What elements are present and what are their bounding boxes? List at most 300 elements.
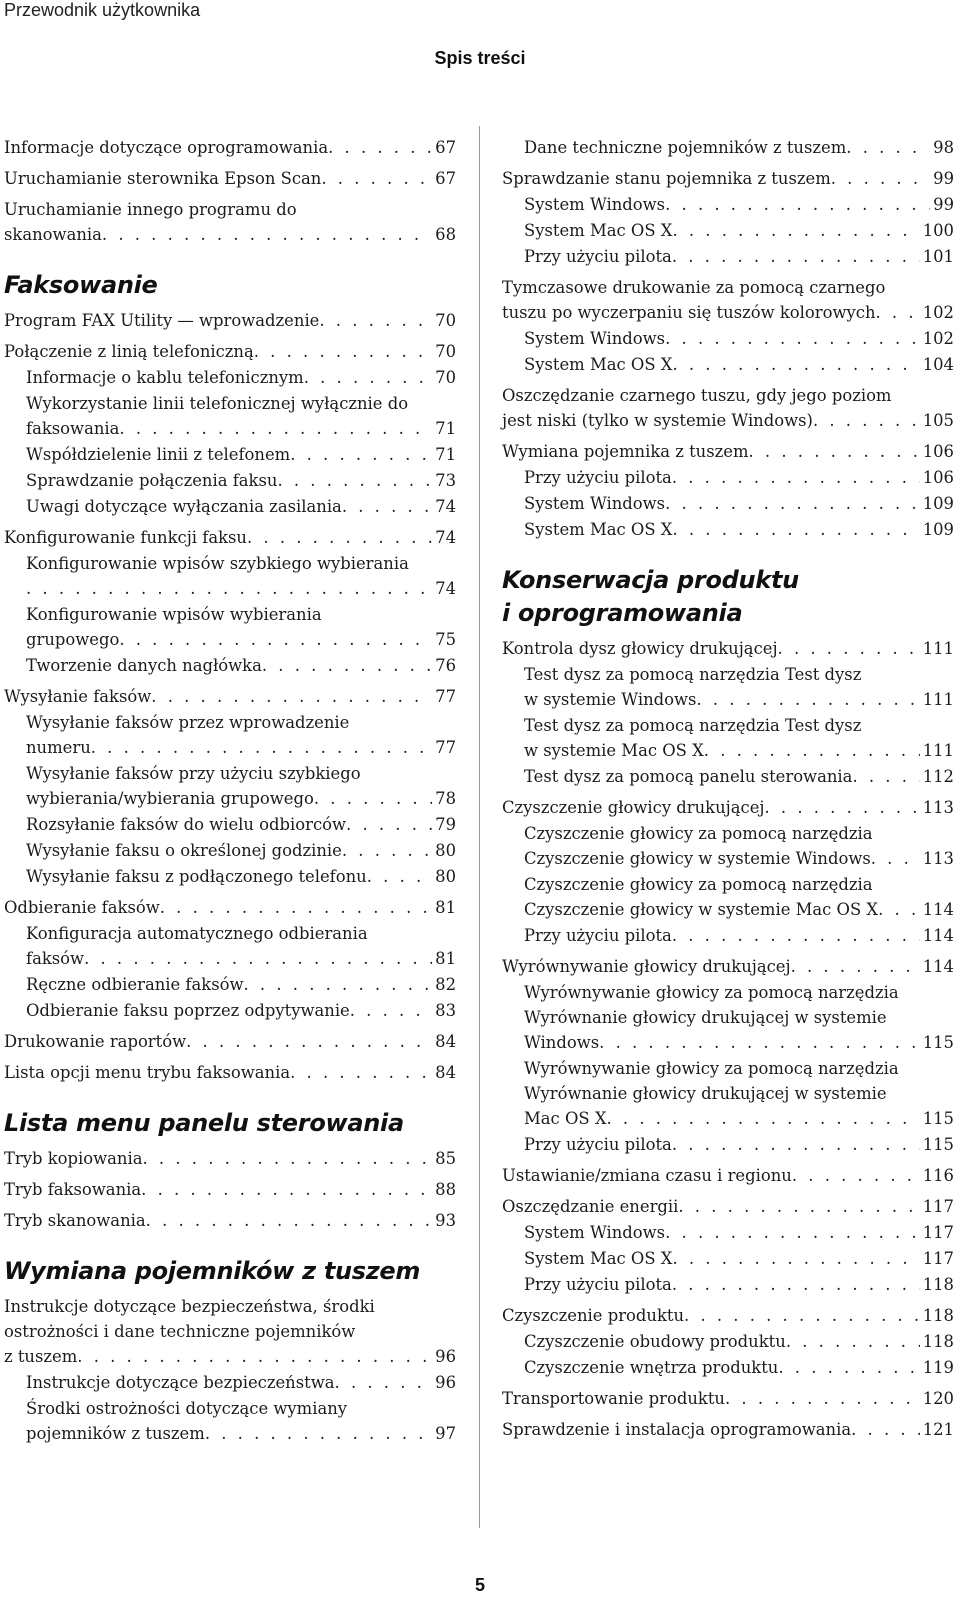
toc-page-number: 114 bbox=[922, 926, 954, 945]
toc-entry[interactable] bbox=[502, 491, 954, 516]
toc-entry-line bbox=[26, 921, 456, 946]
dot-leader bbox=[778, 1355, 919, 1380]
toc-entry-line bbox=[26, 442, 456, 467]
toc-entry-title: tuszu po wyczerpaniu się tuszów kolorowych bbox=[502, 303, 876, 322]
toc-entry[interactable] bbox=[4, 1029, 456, 1054]
toc-entry-title: Odbieranie faksu poprzez odpytywanie bbox=[26, 1001, 350, 1020]
toc-page-number: 117 bbox=[922, 1197, 954, 1216]
toc-entry[interactable] bbox=[502, 872, 954, 922]
toc-entry-line bbox=[524, 1246, 954, 1271]
toc-entry[interactable] bbox=[4, 166, 456, 191]
toc-entry-title: Mac OS X bbox=[524, 1109, 607, 1128]
toc-entry-title: skanowania bbox=[4, 225, 102, 244]
toc-entry[interactable] bbox=[502, 954, 954, 979]
toc-page-number: 84 bbox=[435, 1032, 456, 1051]
dot-leader bbox=[160, 895, 432, 920]
toc-entry-line bbox=[524, 764, 954, 789]
toc-page-number: 77 bbox=[435, 738, 456, 757]
toc-entry-line bbox=[524, 491, 954, 516]
toc-entry[interactable] bbox=[502, 517, 954, 542]
dot-leader bbox=[26, 576, 432, 601]
toc-entry-title: Odbieranie faksów bbox=[4, 898, 160, 917]
toc-page-number: 118 bbox=[922, 1332, 954, 1351]
dot-leader bbox=[350, 998, 432, 1023]
toc-entry[interactable] bbox=[502, 1220, 954, 1245]
toc-page-number: 118 bbox=[922, 1306, 954, 1325]
toc-entry-title: Instrukcje dotyczące bezpieczeństwa, środki bbox=[4, 1297, 375, 1316]
toc-entry-line bbox=[524, 872, 954, 897]
dot-leader bbox=[262, 653, 432, 678]
dot-leader bbox=[314, 786, 432, 811]
toc-entry-line bbox=[4, 135, 456, 160]
toc-entry[interactable] bbox=[502, 1329, 954, 1354]
toc-page-number: 111 bbox=[922, 639, 954, 658]
toc-entry-line bbox=[524, 1220, 954, 1245]
toc-entry[interactable] bbox=[4, 1208, 456, 1233]
toc-entry-line bbox=[524, 1355, 954, 1380]
dot-leader bbox=[141, 1177, 432, 1202]
toc-entry-title: Czyszczenie głowicy za pomocą narzędzia bbox=[524, 824, 873, 843]
toc-entry-line bbox=[4, 166, 456, 191]
toc-entry-title: Przy użyciu pilota bbox=[524, 1135, 672, 1154]
dot-leader bbox=[878, 897, 920, 922]
dot-leader bbox=[684, 1303, 920, 1328]
toc-entry-line bbox=[524, 1056, 954, 1081]
toc-entry-line bbox=[26, 735, 456, 760]
toc-entry-title: System Mac OS X bbox=[524, 221, 673, 240]
toc-entry-line bbox=[26, 1396, 456, 1421]
toc-entry-line bbox=[26, 1421, 456, 1446]
toc-entry-title: pojemników z tuszem bbox=[26, 1424, 205, 1443]
toc-entry[interactable] bbox=[502, 662, 954, 712]
dot-leader bbox=[346, 812, 432, 837]
toc-entry-title: Lista opcji menu trybu faksowania bbox=[4, 1063, 291, 1082]
toc-entry-title: Windows bbox=[524, 1033, 600, 1052]
toc-entry-title: Czyszczenie obudowy produktu bbox=[524, 1332, 786, 1351]
toc-entry-title: Rozsyłanie faksów do wielu odbiorców bbox=[26, 815, 347, 834]
toc-page-number: 113 bbox=[922, 798, 954, 817]
toc-page-number: 71 bbox=[435, 445, 456, 464]
dot-leader bbox=[84, 946, 432, 971]
toc-page-number: 80 bbox=[435, 841, 456, 860]
dot-leader bbox=[672, 244, 920, 269]
section-heading bbox=[502, 564, 954, 630]
toc-entry-line bbox=[4, 222, 456, 247]
toc-entry-title: faksów bbox=[26, 949, 85, 968]
toc-entry-title: Uruchamianie sterownika Epson Scan bbox=[4, 169, 322, 188]
toc-entry-title: Sprawdzenie i instalacja oprogramowania bbox=[502, 1420, 852, 1439]
toc-entry[interactable] bbox=[502, 636, 954, 661]
toc-entry-title: Wysyłanie faksu o określonej godzinie bbox=[26, 841, 342, 860]
dot-leader bbox=[91, 735, 432, 760]
toc-page-number: 100 bbox=[922, 221, 954, 240]
toc-entry-title: System Windows bbox=[524, 329, 666, 348]
toc-entry-title: Sprawdzanie połączenia faksu bbox=[26, 471, 278, 490]
toc-entry[interactable] bbox=[4, 710, 456, 760]
toc-page-number: 79 bbox=[435, 815, 456, 834]
toc-entry[interactable] bbox=[502, 821, 954, 871]
toc-entry[interactable] bbox=[4, 197, 456, 247]
dot-leader bbox=[321, 166, 432, 191]
toc-entry-line bbox=[26, 391, 456, 416]
toc-page-number: 117 bbox=[922, 1223, 954, 1242]
toc-entry-title: Oszczędzanie energii bbox=[502, 1197, 679, 1216]
toc-entry-line bbox=[26, 786, 456, 811]
toc-page-number: 112 bbox=[922, 767, 954, 786]
toc-entry[interactable] bbox=[502, 713, 954, 763]
toc-entry-title: Konfigurowanie funkcji faksu bbox=[4, 528, 247, 547]
toc-entry-title: grupowego bbox=[26, 630, 120, 649]
toc-entry[interactable] bbox=[4, 921, 456, 971]
dot-leader bbox=[786, 1329, 920, 1354]
toc-entry-title: Test dysz za pomocą panelu sterowania bbox=[524, 767, 853, 786]
toc-page-number: 70 bbox=[435, 368, 456, 387]
toc-entry-title: Wyrównywanie głowicy za pomocą narzędzia bbox=[524, 983, 899, 1002]
toc-entry-title: Tymczasowe drukowanie za pomocą czarnego bbox=[502, 278, 886, 297]
toc-entry-title: Konfigurowanie wpisów szybkiego wybierania bbox=[26, 554, 409, 573]
toc-entry-line bbox=[502, 1163, 954, 1188]
toc-entry-title: Tryb kopiowania bbox=[4, 1149, 143, 1168]
dot-leader bbox=[704, 738, 920, 763]
toc-page-number: 99 bbox=[933, 195, 954, 214]
toc-entry[interactable] bbox=[4, 308, 456, 333]
toc-entry-line bbox=[524, 192, 954, 217]
toc-page-number: 77 bbox=[435, 687, 456, 706]
toc-entry-title: Tworzenie danych nagłówka bbox=[26, 656, 262, 675]
dot-leader bbox=[665, 326, 920, 351]
toc-entry-title: Tryb skanowania bbox=[4, 1211, 146, 1230]
toc-entry[interactable] bbox=[4, 864, 456, 889]
dot-leader bbox=[367, 864, 432, 889]
toc-entry-line bbox=[502, 1386, 954, 1411]
toc-entry-title: wybierania/wybierania grupowego bbox=[26, 789, 314, 808]
toc-entry-title: Współdzielenie linii z telefonem bbox=[26, 445, 291, 464]
toc-entry-line bbox=[502, 1194, 954, 1219]
toc-entry[interactable] bbox=[502, 218, 954, 243]
toc-entry[interactable] bbox=[4, 1370, 456, 1395]
toc-page-number: 67 bbox=[435, 138, 456, 157]
dot-leader bbox=[672, 218, 919, 243]
toc-entry-title: Test dysz za pomocą narzędzia Test dysz bbox=[524, 665, 862, 684]
dot-leader bbox=[151, 684, 432, 709]
toc-entry-line bbox=[26, 1370, 456, 1395]
toc-entry[interactable] bbox=[502, 1303, 954, 1328]
toc-page-number: 81 bbox=[435, 949, 456, 968]
dot-leader bbox=[119, 627, 432, 652]
toc-page-number: 68 bbox=[435, 225, 456, 244]
toc-entry-title: ostrożności i dane techniczne pojemników bbox=[4, 1322, 356, 1341]
toc-entry[interactable] bbox=[4, 653, 456, 678]
toc-entry[interactable] bbox=[4, 1177, 456, 1202]
toc-entry-line bbox=[26, 494, 456, 519]
toc-page-number: 114 bbox=[922, 900, 954, 919]
toc-entry[interactable] bbox=[4, 339, 456, 364]
toc-page-number: 102 bbox=[922, 303, 954, 322]
toc-entry-title: z tuszem bbox=[4, 1347, 78, 1366]
toc-entry-title: Przy użyciu pilota bbox=[524, 1275, 672, 1294]
toc-entry-line bbox=[502, 636, 954, 661]
toc-page-number: 121 bbox=[922, 1420, 954, 1439]
toc-entry[interactable] bbox=[4, 998, 456, 1023]
toc-entry-title: Wykorzystanie linii telefonicznej wyłącznie do bbox=[26, 394, 409, 413]
toc-entry[interactable] bbox=[502, 1417, 954, 1442]
dot-leader bbox=[247, 525, 432, 550]
toc-entry-line bbox=[4, 1344, 456, 1369]
toc-page-number: 93 bbox=[435, 1211, 456, 1230]
toc-page-number: 114 bbox=[922, 957, 954, 976]
toc-entry[interactable] bbox=[502, 980, 954, 1055]
toc-entry-line bbox=[502, 795, 954, 820]
dot-leader bbox=[665, 491, 920, 516]
toc-page-number: 74 bbox=[435, 528, 456, 547]
toc-entry-title: Drukowanie raportów bbox=[4, 1032, 187, 1051]
toc-page-number: 99 bbox=[933, 169, 954, 188]
toc-entry-line bbox=[26, 653, 456, 678]
toc-entry[interactable] bbox=[4, 895, 456, 920]
toc-entry-line bbox=[524, 1272, 954, 1297]
toc-entry-title: Połączenie z linią telefoniczną bbox=[4, 342, 254, 361]
toc-entry-line bbox=[26, 946, 456, 971]
dot-leader bbox=[146, 1208, 432, 1233]
dot-leader bbox=[607, 1106, 920, 1131]
toc-entry-line bbox=[524, 1106, 954, 1131]
toc-entry[interactable] bbox=[502, 1246, 954, 1271]
toc-entry[interactable] bbox=[4, 442, 456, 467]
toc-entry-title: Ręczne odbieranie faksów bbox=[26, 975, 244, 994]
dot-leader bbox=[672, 1272, 920, 1297]
toc-page-number: 115 bbox=[922, 1109, 954, 1128]
toc-entry-title: Oszczędzanie czarnego tuszu, gdy jego poziom bbox=[502, 386, 892, 405]
toc-entry[interactable] bbox=[502, 764, 954, 789]
dot-leader bbox=[290, 1060, 432, 1085]
toc-entry[interactable] bbox=[502, 1355, 954, 1380]
toc-page-number: 70 bbox=[435, 342, 456, 361]
toc-entry-line bbox=[524, 1005, 954, 1030]
toc-entry[interactable] bbox=[4, 761, 456, 811]
toc-entry-line bbox=[26, 710, 456, 735]
toc-entry[interactable] bbox=[502, 1194, 954, 1219]
toc-page-number: 82 bbox=[435, 975, 456, 994]
toc-entry-line bbox=[524, 517, 954, 542]
toc-entry[interactable] bbox=[4, 1060, 456, 1085]
toc-entry[interactable] bbox=[4, 972, 456, 997]
toc-entry[interactable] bbox=[502, 923, 954, 948]
toc-page-number: 74 bbox=[435, 497, 456, 516]
toc-entry[interactable] bbox=[502, 1056, 954, 1131]
toc-entry[interactable] bbox=[4, 1396, 456, 1446]
toc-entry-line bbox=[4, 197, 456, 222]
toc-entry[interactable] bbox=[502, 275, 954, 325]
toc-entry-line bbox=[26, 602, 456, 627]
toc-page-number: 73 bbox=[435, 471, 456, 490]
toc-entry-line bbox=[524, 135, 954, 160]
toc-entry-line bbox=[502, 1303, 954, 1328]
toc-entry[interactable] bbox=[502, 465, 954, 490]
toc-entry[interactable] bbox=[4, 684, 456, 709]
toc-entry-title: Program FAX Utility — wprowadzenie bbox=[4, 311, 320, 330]
toc-entry[interactable] bbox=[502, 244, 954, 269]
toc-page-number: 70 bbox=[435, 311, 456, 330]
toc-entry-title: Wysyłanie faksów przy użyciu szybkiego bbox=[26, 764, 361, 783]
toc-entry-line bbox=[26, 365, 456, 390]
toc-entry-title: Czyszczenie głowicy w systemie Windows bbox=[524, 849, 871, 868]
toc-entry-title: Informacje o kablu telefonicznym bbox=[26, 368, 304, 387]
toc-entry-title: Wysyłanie faksów przez wprowadzenie bbox=[26, 713, 350, 732]
toc-page-number: 115 bbox=[922, 1135, 954, 1154]
dot-leader bbox=[778, 636, 920, 661]
toc-entry-title: Test dysz za pomocą narzędzia Test dysz bbox=[524, 716, 862, 735]
toc-entry-title: Przy użyciu pilota bbox=[524, 468, 672, 487]
toc-page-number: 81 bbox=[435, 898, 456, 917]
toc-entry-line bbox=[4, 1146, 456, 1171]
dot-leader bbox=[678, 1194, 919, 1219]
toc-page-number: 109 bbox=[922, 520, 954, 539]
dot-leader bbox=[342, 838, 432, 863]
toc-page-number: 109 bbox=[922, 494, 954, 513]
toc-entry-title: Czyszczenie wnętrza produktu bbox=[524, 1358, 779, 1377]
toc-entry-line bbox=[26, 761, 456, 786]
toc-entry[interactable] bbox=[502, 383, 954, 433]
dot-leader bbox=[319, 308, 432, 333]
dot-leader bbox=[852, 764, 919, 789]
dot-leader bbox=[244, 972, 433, 997]
toc-entry-line bbox=[4, 1208, 456, 1233]
dot-leader bbox=[102, 222, 432, 247]
toc-page-number: 120 bbox=[922, 1389, 954, 1408]
toc-entry-title: Wymiana pojemnika z tuszem bbox=[502, 442, 749, 461]
toc-entry-title: w systemie Windows bbox=[524, 690, 697, 709]
dot-leader bbox=[328, 135, 432, 160]
toc-page-number: 96 bbox=[435, 1347, 456, 1366]
toc-entry-line bbox=[524, 352, 954, 377]
toc-entry[interactable] bbox=[502, 166, 954, 191]
toc-entry[interactable] bbox=[502, 326, 954, 351]
toc-entry[interactable] bbox=[502, 1132, 954, 1157]
dot-leader bbox=[813, 408, 920, 433]
toc-page-number: 85 bbox=[435, 1149, 456, 1168]
toc-entry-title: Wysyłanie faksu z podłączonego telefonu bbox=[26, 867, 367, 886]
toc-entry-title: Dane techniczne pojemników z tuszem bbox=[524, 138, 847, 157]
toc-entry[interactable] bbox=[502, 795, 954, 820]
toc-entry[interactable] bbox=[502, 1386, 954, 1411]
toc-entry[interactable] bbox=[502, 352, 954, 377]
toc-entry[interactable] bbox=[502, 439, 954, 464]
toc-page-number: 75 bbox=[435, 630, 456, 649]
toc-entry-title: Sprawdzanie stanu pojemnika z tuszem bbox=[502, 169, 831, 188]
toc-entry[interactable] bbox=[4, 812, 456, 837]
toc-entry[interactable] bbox=[4, 468, 456, 493]
toc-entry-title: Konfiguracja automatycznego odbierania bbox=[26, 924, 368, 943]
toc-entry[interactable] bbox=[4, 1294, 456, 1369]
running-header: Przewodnik użytkownika bbox=[4, 0, 201, 20]
toc-entry[interactable] bbox=[4, 1146, 456, 1171]
toc-page-number: 101 bbox=[922, 247, 954, 266]
dot-leader bbox=[672, 465, 920, 490]
toc-entry-line bbox=[502, 275, 954, 300]
toc-entry[interactable] bbox=[4, 135, 456, 160]
dot-leader bbox=[672, 517, 919, 542]
toc-entry[interactable] bbox=[4, 365, 456, 390]
toc-page-number: 84 bbox=[435, 1063, 456, 1082]
toc-page-number: 117 bbox=[922, 1249, 954, 1268]
toc-entry-line bbox=[502, 300, 954, 325]
toc-entry-title: Wyrównanie głowicy drukującej w systemie bbox=[524, 1008, 887, 1027]
toc-entry-line bbox=[4, 339, 456, 364]
toc-entry-title: Wyrównywanie głowicy drukującej bbox=[502, 957, 791, 976]
toc-entry-title: Transportowanie produktu bbox=[502, 1389, 725, 1408]
toc-entry[interactable] bbox=[4, 391, 456, 441]
toc-entry-line bbox=[524, 713, 954, 738]
dot-leader bbox=[277, 468, 432, 493]
dot-leader bbox=[876, 300, 920, 325]
toc-column-right bbox=[502, 135, 954, 1442]
toc-entry[interactable] bbox=[4, 494, 456, 519]
toc-entry[interactable] bbox=[4, 602, 456, 652]
toc-entry-line bbox=[502, 408, 954, 433]
toc-entry-title: Czyszczenie głowicy w systemie Mac OS X bbox=[524, 900, 879, 919]
toc-entry[interactable] bbox=[502, 1272, 954, 1297]
toc-entry[interactable] bbox=[502, 135, 954, 160]
toc-entry-line bbox=[524, 738, 954, 763]
toc-entry-line bbox=[502, 1417, 954, 1442]
toc-entry-line bbox=[26, 864, 456, 889]
toc-entry[interactable] bbox=[4, 838, 456, 863]
toc-page-number: 104 bbox=[922, 355, 954, 374]
toc-entry-line bbox=[26, 812, 456, 837]
toc-entry-line bbox=[4, 1319, 456, 1344]
toc-entry-title: Środki ostrożności dotyczące wymiany bbox=[26, 1399, 348, 1418]
toc-entry-line bbox=[26, 468, 456, 493]
toc-entry[interactable] bbox=[502, 192, 954, 217]
toc-entry-line bbox=[524, 897, 954, 922]
toc-page-number: 116 bbox=[922, 1166, 954, 1185]
dot-leader bbox=[205, 1421, 432, 1446]
toc-entry[interactable] bbox=[4, 525, 456, 550]
toc-page-number: 97 bbox=[435, 1424, 456, 1443]
toc-page-number: 67 bbox=[435, 169, 456, 188]
dot-leader bbox=[672, 923, 920, 948]
toc-entry-title: System Mac OS X bbox=[524, 1249, 673, 1268]
dot-leader bbox=[304, 365, 432, 390]
toc-entry-title: System Windows bbox=[524, 1223, 666, 1242]
toc-entry-line bbox=[26, 972, 456, 997]
toc-entry-title: jest niski (tylko w systemie Windows) bbox=[502, 411, 813, 430]
toc-entry-title: Informacje dotyczące oprogramowania bbox=[4, 138, 329, 157]
toc-entry-title: Konfigurowanie wpisów wybierania bbox=[26, 605, 322, 624]
section-heading: Faksowanie bbox=[4, 271, 158, 299]
toc-page-number: 118 bbox=[922, 1275, 954, 1294]
dot-leader bbox=[77, 1344, 432, 1369]
toc-entry[interactable] bbox=[4, 551, 456, 601]
dot-leader bbox=[665, 192, 930, 217]
toc-entry-title: numeru bbox=[26, 738, 91, 757]
dot-leader bbox=[672, 1246, 919, 1271]
toc-entry-line bbox=[4, 1294, 456, 1319]
dot-leader bbox=[186, 1029, 432, 1054]
section-heading-line: Konserwacja produktu bbox=[502, 566, 799, 594]
toc-entry-line bbox=[524, 244, 954, 269]
toc-page-number: 113 bbox=[922, 849, 954, 868]
toc-entry-line bbox=[502, 166, 954, 191]
dot-leader bbox=[792, 1163, 920, 1188]
toc-page-number: 83 bbox=[435, 1001, 456, 1020]
toc-entry-title: w systemie Mac OS X bbox=[524, 741, 704, 760]
toc-page-number: 102 bbox=[922, 329, 954, 348]
toc-entry[interactable] bbox=[502, 1163, 954, 1188]
toc-entry-line bbox=[524, 1081, 954, 1106]
toc-page-number: 105 bbox=[922, 411, 954, 430]
toc-entry-line bbox=[524, 980, 954, 1005]
